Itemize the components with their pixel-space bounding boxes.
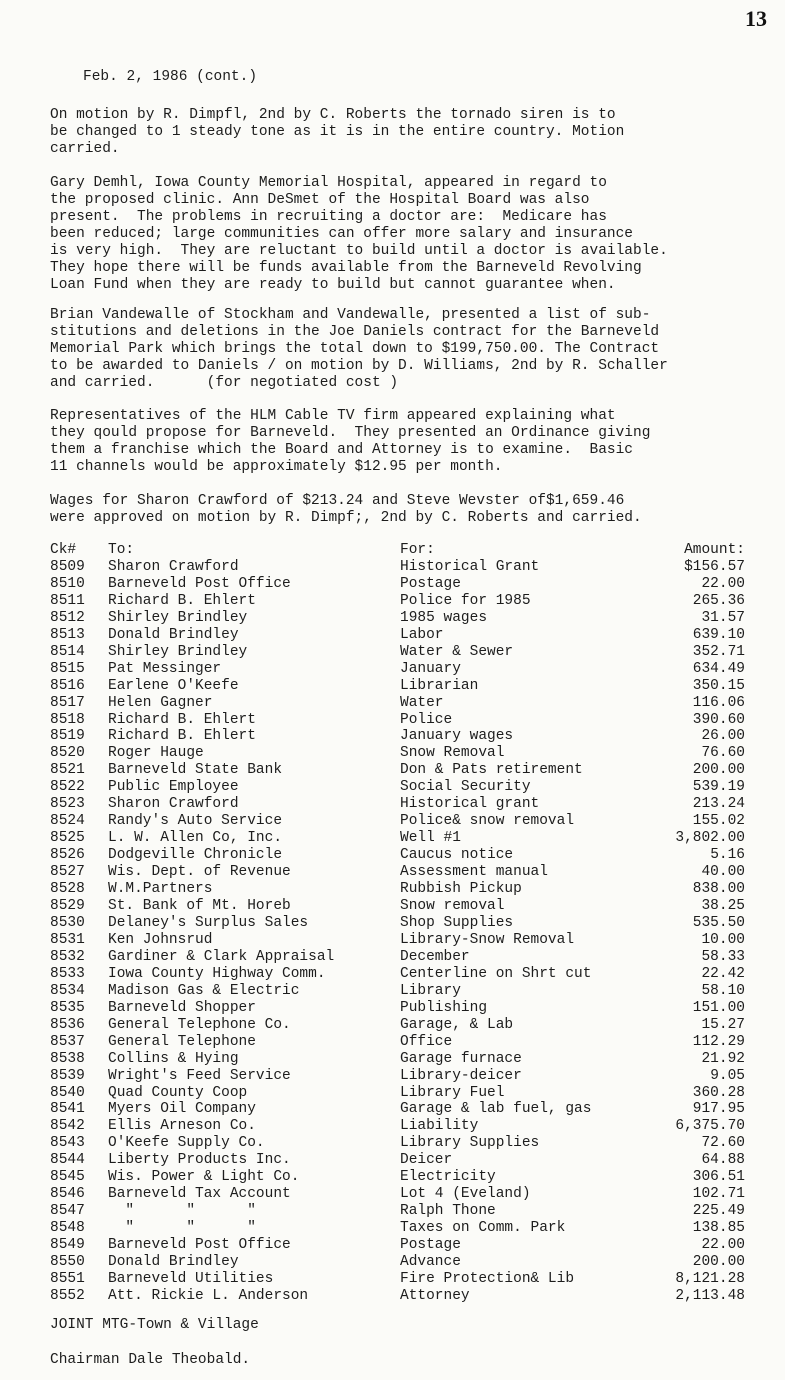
- table-row: [50, 1169, 745, 1186]
- payee: Barneveld State Bank: [108, 762, 283, 779]
- table-row: [50, 559, 745, 576]
- table-row: [50, 983, 745, 1000]
- payee: Shirley Brindley: [108, 643, 248, 660]
- check-number: 8516: [50, 677, 85, 694]
- purpose: Labor: [400, 626, 444, 643]
- table-row: [50, 593, 745, 610]
- amount: 200.00: [692, 1254, 745, 1271]
- purpose: Office: [400, 1033, 453, 1050]
- purpose: Garage & lab fuel, gas: [400, 1101, 592, 1118]
- table-row: [50, 576, 745, 593]
- payee: Helen Gagner: [108, 694, 213, 711]
- purpose: Library: [400, 982, 461, 999]
- check-number: 8524: [50, 813, 85, 830]
- payee: Barneveld Post Office: [108, 575, 291, 592]
- payee: Dodgeville Chronicle: [108, 847, 283, 864]
- chairman-line: Chairman Dale Theobald.: [50, 1352, 251, 1368]
- amount: 390.60: [692, 711, 745, 728]
- table-row: [50, 627, 745, 644]
- payee: Shirley Brindley: [108, 609, 248, 626]
- table-row: [50, 661, 745, 678]
- check-number: 8537: [50, 1033, 85, 1050]
- purpose: Deicer: [400, 1152, 453, 1169]
- check-number: 8540: [50, 1084, 85, 1101]
- amount: 102.71: [692, 1186, 745, 1203]
- purpose: Garage furnace: [400, 1050, 522, 1067]
- amount: 31.57: [701, 609, 745, 626]
- joint-meeting-heading: JOINT MTG-Town & Village: [50, 1317, 259, 1333]
- check-number: 8539: [50, 1067, 85, 1084]
- check-number: 8531: [50, 931, 85, 948]
- check-number: 8547: [50, 1203, 85, 1220]
- amount: 350.15: [692, 677, 745, 694]
- check-number: 8520: [50, 745, 85, 762]
- check-number: 8523: [50, 796, 85, 813]
- purpose: Shop Supplies: [400, 914, 514, 931]
- check-number: 8521: [50, 762, 85, 779]
- table-row: [50, 1085, 745, 1102]
- amount: 38.25: [701, 898, 745, 915]
- amount: 64.88: [701, 1152, 745, 1169]
- purpose: Social Security: [400, 779, 531, 796]
- purpose: December: [400, 948, 470, 965]
- table-row: [50, 1101, 745, 1118]
- table-row: [50, 966, 745, 983]
- amount: 838.00: [692, 881, 745, 898]
- purpose: Library-deicer: [400, 1067, 522, 1084]
- header-purpose: For:: [400, 542, 435, 558]
- purpose: Postage: [400, 1237, 461, 1254]
- amount: 112.29: [692, 1033, 745, 1050]
- amount: 306.51: [692, 1169, 745, 1186]
- table-row: [50, 796, 745, 813]
- amount: 21.92: [701, 1050, 745, 1067]
- amount: 58.10: [701, 982, 745, 999]
- amount: 3,802.00: [675, 830, 745, 847]
- payee: Ken Johnsrud: [108, 931, 213, 948]
- amount: 22.00: [701, 1237, 745, 1254]
- check-number: 8534: [50, 982, 85, 999]
- table-row: [50, 762, 745, 779]
- payee: Donald Brindley: [108, 626, 239, 643]
- check-number: 8510: [50, 575, 85, 592]
- paragraph-park-contract: Brian Vandewalle of Stockham and Vandewalle, presented a list of sub- stitutions and deletions in the Joe Daniels contract for the Barneveld Memorial Park which brings the total down to $199,750.00. The Contract to be awarded to Daniels / on motion by D. Williams, 2nd by R. Schaller and carried. (for negotiated cost ): [50, 307, 668, 391]
- payee: Randy's Auto Service: [108, 813, 283, 830]
- amount: 634.49: [692, 660, 745, 677]
- purpose: Library Fuel: [400, 1084, 505, 1101]
- payee: L. W. Allen Co, Inc.: [108, 830, 283, 847]
- table-row: [50, 1271, 745, 1288]
- payee: Wis. Power & Light Co.: [108, 1169, 300, 1186]
- paragraph-cable-tv: Representatives of the HLM Cable TV firm appeared explaining what they qould propose for Barneveld. They presented an Ordinance giving them a franchise which the Board and Attorney is to examine. Basic 11 channels would be approximately $12.95 per month.: [50, 408, 651, 475]
- paragraph-wages: Wages for Sharon Crawford of $213.24 and Steve Wevster of$1,659.46 were approved on motion by R. Dimpf;, 2nd by C. Roberts and carried.: [50, 493, 642, 526]
- check-number: 8530: [50, 914, 85, 931]
- ledger-body: [50, 559, 745, 1305]
- table-row: [50, 695, 745, 712]
- amount: 265.36: [692, 592, 745, 609]
- payee: Att. Rickie L. Anderson: [108, 1287, 309, 1304]
- check-number: 8535: [50, 999, 85, 1016]
- check-number: 8513: [50, 626, 85, 643]
- amount: 5.16: [710, 847, 745, 864]
- table-row: [50, 1118, 745, 1135]
- payee: Pat Messinger: [108, 660, 222, 677]
- payee: Madison Gas & Electric: [108, 982, 300, 999]
- check-number: 8542: [50, 1118, 85, 1135]
- table-row: [50, 610, 745, 627]
- payee: Public Employee: [108, 779, 239, 796]
- table-row: [50, 1203, 745, 1220]
- purpose: Library-Snow Removal: [400, 931, 575, 948]
- purpose: Publishing: [400, 999, 488, 1016]
- check-number: 8552: [50, 1287, 85, 1304]
- table-row: [50, 881, 745, 898]
- payee: General Telephone Co.: [108, 1016, 291, 1033]
- amount: 155.02: [692, 813, 745, 830]
- payee: Barneveld Utilities: [108, 1270, 274, 1287]
- amount: 40.00: [701, 864, 745, 881]
- amount: 151.00: [692, 999, 745, 1016]
- payee: Wis. Dept. of Revenue: [108, 864, 291, 881]
- payee: Roger Hauge: [108, 745, 204, 762]
- table-row: [50, 1186, 745, 1203]
- table-row: [50, 1220, 745, 1237]
- purpose: January: [400, 660, 461, 677]
- amount: 639.10: [692, 626, 745, 643]
- payee: Richard B. Ehlert: [108, 711, 256, 728]
- table-row: [50, 1237, 745, 1254]
- payee: Liberty Products Inc.: [108, 1152, 291, 1169]
- purpose: Librarian: [400, 677, 479, 694]
- check-number: 8514: [50, 643, 85, 660]
- amount: 22.42: [701, 965, 745, 982]
- purpose: Attorney: [400, 1287, 470, 1304]
- amount: 72.60: [701, 1135, 745, 1152]
- payee: Richard B. Ehlert: [108, 728, 256, 745]
- check-number: 8543: [50, 1135, 85, 1152]
- payee: Wright's Feed Service: [108, 1067, 291, 1084]
- payee: " " ": [108, 1203, 256, 1220]
- ledger-header-row: [50, 542, 745, 559]
- check-number: 8519: [50, 728, 85, 745]
- check-number: 8509: [50, 558, 85, 575]
- page-number: 13: [745, 6, 767, 31]
- table-row: [50, 712, 745, 729]
- check-number: 8544: [50, 1152, 85, 1169]
- purpose: Police& snow removal: [400, 813, 575, 830]
- purpose: January wages: [400, 728, 514, 745]
- purpose: Taxes on Comm. Park: [400, 1220, 566, 1237]
- purpose: Snow removal: [400, 898, 505, 915]
- paragraph-hospital-clinic: Gary Demhl, Iowa County Memorial Hospital, appeared in regard to the proposed clinic. Ann DeSmet of the Hospital Board was also present. The problems in recruiting a doctor are: Medicare has been reduced; large communities can offer more salary and insurance is very high. They are reluctant to build until a doctor is available. They hope there will be funds available from the Barneveld Revolving Loan Fund when they are ready to build but cannot guarantee when.: [50, 175, 668, 293]
- purpose: Fire Protection& Lib: [400, 1270, 575, 1287]
- payee: Earlene O'Keefe: [108, 677, 239, 694]
- amount: 539.19: [692, 779, 745, 796]
- table-row: [50, 1254, 745, 1271]
- amount: 6,375.70: [675, 1118, 745, 1135]
- purpose: Ralph Thone: [400, 1203, 496, 1220]
- check-number: 8526: [50, 847, 85, 864]
- purpose: Water: [400, 694, 444, 711]
- amount: 116.06: [692, 694, 745, 711]
- check-number: 8529: [50, 898, 85, 915]
- amount: 2,113.48: [675, 1287, 745, 1304]
- amount: 58.33: [701, 948, 745, 965]
- purpose: Caucus notice: [400, 847, 514, 864]
- payee: Barneveld Post Office: [108, 1237, 291, 1254]
- payee: Gardiner & Clark Appraisal: [108, 948, 335, 965]
- check-number: 8515: [50, 660, 85, 677]
- purpose: Library Supplies: [400, 1135, 540, 1152]
- paragraph-tornado-siren: On motion by R. Dimpfl, 2nd by C. Roberts the tornado siren is to be changed to 1 steady tone as it is in the entire country. Motion carried.: [50, 107, 625, 157]
- check-ledger-table: [50, 542, 745, 1305]
- amount: 76.60: [701, 745, 745, 762]
- check-number: 8518: [50, 711, 85, 728]
- payee: Barneveld Shopper: [108, 999, 256, 1016]
- purpose: Don & Pats retirement: [400, 762, 583, 779]
- table-row: [50, 1051, 745, 1068]
- purpose: Water & Sewer: [400, 643, 514, 660]
- purpose: Police: [400, 711, 453, 728]
- payee: Sharon Crawford: [108, 558, 239, 575]
- table-row: [50, 728, 745, 745]
- amount: 535.50: [692, 914, 745, 931]
- payee: Iowa County Highway Comm.: [108, 965, 326, 982]
- check-number: 8538: [50, 1050, 85, 1067]
- table-row: [50, 949, 745, 966]
- amount: 200.00: [692, 762, 745, 779]
- payee: Barneveld Tax Account: [108, 1186, 291, 1203]
- purpose: Garage, & Lab: [400, 1016, 514, 1033]
- check-number: 8517: [50, 694, 85, 711]
- check-number: 8533: [50, 965, 85, 982]
- check-number: 8528: [50, 881, 85, 898]
- payee: St. Bank of Mt. Horeb: [108, 898, 291, 915]
- amount: 917.95: [692, 1101, 745, 1118]
- table-row: [50, 1152, 745, 1169]
- table-row: [50, 813, 745, 830]
- check-number: 8525: [50, 830, 85, 847]
- payee: Collins & Hying: [108, 1050, 239, 1067]
- purpose: Assessment manual: [400, 864, 548, 881]
- check-number: 8550: [50, 1254, 85, 1271]
- payee: " " ": [108, 1220, 256, 1237]
- check-number: 8551: [50, 1270, 85, 1287]
- payee: O'Keefe Supply Co.: [108, 1135, 265, 1152]
- table-row: [50, 1017, 745, 1034]
- purpose: Centerline on Shrt cut: [400, 965, 592, 982]
- amount: 8,121.28: [675, 1270, 745, 1287]
- purpose: Electricity: [400, 1169, 496, 1186]
- purpose: 1985 wages: [400, 609, 488, 626]
- payee: Donald Brindley: [108, 1254, 239, 1271]
- purpose: Well #1: [400, 830, 461, 847]
- header-check-number: Ck#: [50, 542, 77, 558]
- table-row: [50, 1288, 745, 1305]
- purpose: Lot 4 (Eveland): [400, 1186, 531, 1203]
- check-number: 8511: [50, 592, 85, 609]
- check-number: 8512: [50, 609, 85, 626]
- amount: 26.00: [701, 728, 745, 745]
- purpose: Postage: [400, 575, 461, 592]
- payee: General Telephone: [108, 1033, 256, 1050]
- header-payee: To:: [108, 542, 135, 558]
- table-row: [50, 1034, 745, 1051]
- purpose: Historical grant: [400, 796, 540, 813]
- amount: 225.49: [692, 1203, 745, 1220]
- table-row: [50, 1135, 745, 1152]
- table-row: [50, 1068, 745, 1085]
- payee: W.M.Partners: [108, 881, 213, 898]
- purpose: Advance: [400, 1254, 461, 1271]
- header-amount: Amount:: [684, 542, 745, 558]
- table-row: [50, 678, 745, 695]
- amount: 10.00: [701, 931, 745, 948]
- table-row: [50, 779, 745, 796]
- check-number: 8541: [50, 1101, 85, 1118]
- table-row: [50, 1000, 745, 1017]
- table-row: [50, 915, 745, 932]
- purpose: Rubbish Pickup: [400, 881, 522, 898]
- payee: Richard B. Ehlert: [108, 592, 256, 609]
- table-row: [50, 864, 745, 881]
- amount: 360.28: [692, 1084, 745, 1101]
- table-row: [50, 932, 745, 949]
- purpose: Liability: [400, 1118, 479, 1135]
- payee: Delaney's Surplus Sales: [108, 914, 309, 931]
- check-number: 8532: [50, 948, 85, 965]
- amount: $156.57: [684, 558, 745, 575]
- dateline: Feb. 2, 1986 (cont.): [83, 69, 258, 85]
- check-number: 8536: [50, 1016, 85, 1033]
- payee: Myers Oil Company: [108, 1101, 256, 1118]
- purpose: Snow Removal: [400, 745, 505, 762]
- amount: 352.71: [692, 643, 745, 660]
- payee: Quad County Coop: [108, 1084, 248, 1101]
- table-row: [50, 847, 745, 864]
- amount: 9.05: [710, 1067, 745, 1084]
- table-row: [50, 830, 745, 847]
- amount: 213.24: [692, 796, 745, 813]
- table-row: [50, 745, 745, 762]
- table-row: [50, 644, 745, 661]
- check-number: 8546: [50, 1186, 85, 1203]
- payee: Sharon Crawford: [108, 796, 239, 813]
- check-number: 8549: [50, 1237, 85, 1254]
- check-number: 8548: [50, 1220, 85, 1237]
- amount: 138.85: [692, 1220, 745, 1237]
- purpose: Police for 1985: [400, 592, 531, 609]
- table-row: [50, 898, 745, 915]
- check-number: 8522: [50, 779, 85, 796]
- amount: 22.00: [701, 575, 745, 592]
- purpose: Historical Grant: [400, 558, 540, 575]
- amount: 15.27: [701, 1016, 745, 1033]
- payee: Ellis Arneson Co.: [108, 1118, 256, 1135]
- check-number: 8545: [50, 1169, 85, 1186]
- check-number: 8527: [50, 864, 85, 881]
